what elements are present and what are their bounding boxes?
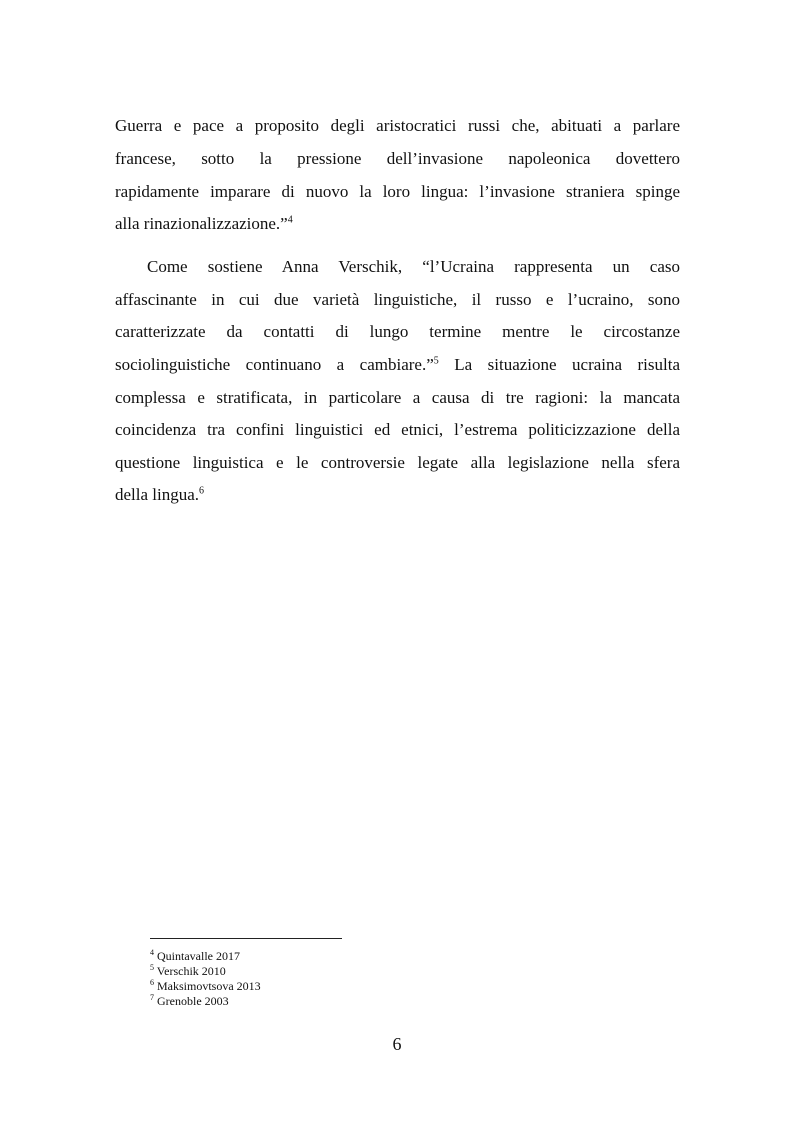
footnote-text: Grenoble 2003 bbox=[157, 994, 229, 1008]
footnote-text: Maksimovtsova 2013 bbox=[157, 979, 261, 993]
footnote bbox=[150, 964, 226, 978]
paragraph-line: complessa e stratificata, in particolare a causa di tre ragioni: la mancata bbox=[115, 388, 680, 407]
paragraph-line: affascinante in cui due varietà linguistiche, il russo e l’ucraino, sono bbox=[115, 290, 680, 309]
paragraph-line bbox=[115, 355, 680, 375]
footnote-ref[interactable]: 5 bbox=[433, 355, 439, 367]
footnote-ref[interactable]: 6 bbox=[199, 485, 205, 497]
footnote-number: 4 bbox=[150, 948, 154, 957]
footnote bbox=[150, 979, 261, 993]
footnote-ref[interactable]: 4 bbox=[287, 214, 293, 226]
footnote bbox=[150, 994, 229, 1008]
footnote bbox=[150, 949, 240, 963]
paragraph-line: francese, sotto la pressione dell’invasione napoleonica dovettero bbox=[115, 149, 680, 168]
paragraph-text: alla rinazionalizzazione.” bbox=[115, 214, 288, 233]
paragraph-line: Come sostiene Anna Verschik, “l’Ucraina rappresenta un caso bbox=[147, 257, 680, 276]
footnote-number: 5 bbox=[150, 963, 154, 972]
paragraph-line: coincidenza tra confini linguistici ed etnici, l’estrema politicizzazione della bbox=[115, 420, 680, 439]
footnote-separator bbox=[150, 938, 342, 939]
page-number: 6 bbox=[392, 1034, 402, 1054]
footnote-text: Quintavalle 2017 bbox=[157, 949, 240, 963]
footnote-text: Verschik 2010 bbox=[156, 964, 226, 978]
paragraph-text: La situazione ucraina risulta bbox=[438, 355, 681, 374]
paragraph-line: questione linguistica e le controversie legate alla legislazione nella sfera bbox=[115, 453, 680, 472]
paragraph-line: caratterizzate da contatti di lungo termine mentre le circostanze bbox=[115, 322, 680, 341]
footnote-number: 6 bbox=[150, 978, 154, 987]
paragraph-text: della lingua. bbox=[115, 485, 200, 504]
paragraph-line bbox=[115, 214, 680, 234]
paragraph-text: sociolinguistiche continuano a cambiare.” bbox=[115, 355, 434, 374]
paragraph-line: Guerra e pace a proposito degli aristocratici russi che, abituati a parlare bbox=[115, 116, 680, 135]
footnote-number: 7 bbox=[150, 993, 154, 1002]
paragraph-line bbox=[115, 485, 680, 505]
paragraph-line: rapidamente imparare di nuovo la loro lingua: l’invasione straniera spinge bbox=[115, 182, 680, 201]
